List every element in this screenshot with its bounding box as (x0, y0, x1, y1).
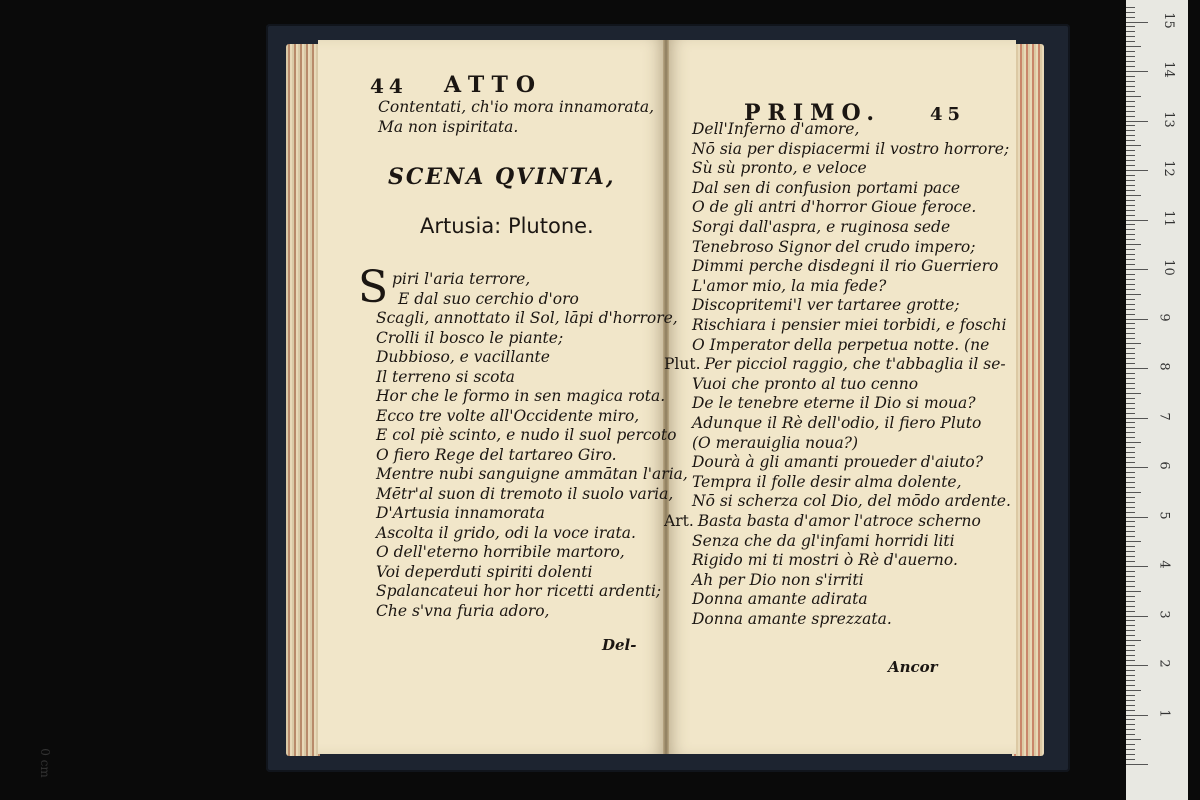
right-verse-line (692, 120, 859, 139)
ruler-tick (1126, 507, 1135, 508)
ruler-tick (1126, 413, 1135, 414)
ruler-tick (1126, 190, 1135, 191)
verse-text: Sù sù pronto, e veloce (692, 159, 867, 178)
ruler-tick (1126, 86, 1135, 87)
ruler-tick (1126, 764, 1148, 765)
ruler-tick (1126, 121, 1148, 122)
ruler-tick (1126, 408, 1135, 409)
verse-text: Rigido mi ti mostri ò Rè d'auerno. (692, 551, 958, 570)
ruler-unit: 0 cm (37, 748, 52, 778)
ruler-tick (1126, 502, 1135, 503)
verse-text: De le tenebre eterne il Dio si moua? (692, 394, 976, 413)
verse-text: Per picciol raggio, che t'abbaglia il se- (704, 355, 1006, 374)
ruler-tick (1126, 744, 1135, 745)
ruler-tick (1126, 566, 1148, 567)
ruler-number: 8 (1156, 362, 1172, 371)
ruler-tick (1126, 220, 1148, 221)
ruler-tick (1126, 596, 1135, 597)
left-page-number: 44 (370, 74, 408, 98)
ruler-tick (1126, 571, 1135, 572)
ruler-tick (1126, 492, 1141, 493)
ruler-tick (1126, 56, 1135, 57)
ruler-tick (1126, 96, 1141, 97)
ruler-tick (1126, 517, 1148, 518)
verse-text: Dimmi perche disdegni il rio Guerriero (692, 257, 999, 276)
ruler-tick (1126, 754, 1135, 755)
ruler-tick (1126, 7, 1135, 8)
left-verse-line: E dal suo cerchio d'oro (398, 289, 579, 308)
ruler-tick (1126, 319, 1148, 320)
ruler-tick (1126, 729, 1135, 730)
ruler-tick (1126, 368, 1148, 369)
ruler-number: 13 (1160, 110, 1176, 128)
verse-text: Ah per Dio non s'irriti (692, 570, 864, 589)
ruler-tick (1126, 432, 1135, 433)
ruler-tick (1126, 541, 1141, 542)
ruler-tick (1126, 31, 1135, 32)
ruler-number: 1 (1156, 708, 1172, 718)
right-verse-line (692, 159, 867, 178)
left-verse-line: O dell'eterno horribile martoro, (376, 543, 625, 561)
ruler-tick (1126, 551, 1135, 552)
right-page-number: 45 (930, 104, 966, 125)
left-verse-line: E col piè scinto, e nudo il suol percoto (376, 426, 677, 444)
left-top-line-2: Ma non ispiritata. (378, 118, 519, 136)
ruler-tick (1126, 269, 1148, 270)
ruler-tick (1126, 685, 1135, 686)
ruler-tick (1126, 388, 1135, 389)
ruler-number: 4 (1156, 560, 1172, 569)
ruler-tick (1126, 472, 1135, 473)
right-verse-line (692, 218, 950, 237)
ruler-tick (1126, 170, 1148, 171)
right-catchword: Ancor (888, 658, 938, 676)
ruler-tick (1126, 264, 1135, 265)
ruler-tick (1126, 591, 1141, 592)
right-verse-line (664, 355, 1006, 374)
ruler-tick (1126, 294, 1141, 295)
ruler-tick (1126, 125, 1135, 126)
ruler-tick (1126, 12, 1135, 13)
left-verse-line: Ecco tre volte all'Occidente miro, (376, 406, 640, 425)
ruler-tick (1126, 576, 1135, 577)
verse-text: Senza che da gl'infami horridi liti (692, 531, 955, 550)
ruler-tick (1126, 249, 1135, 250)
ruler-tick (1126, 427, 1135, 428)
right-verse-line (692, 590, 868, 609)
ruler-number: 6 (1156, 461, 1172, 470)
ruler-tick (1126, 338, 1135, 339)
verse-text: Donna amante sprezzata. (692, 610, 892, 628)
ruler-tick (1126, 348, 1135, 349)
right-verse-line (692, 453, 983, 472)
ruler-tick (1126, 279, 1135, 280)
left-verse-line: D'Artusia innamorata (376, 504, 545, 522)
right-verse-line (692, 375, 918, 394)
ruler-number: 7 (1156, 411, 1172, 421)
ruler-tick (1126, 719, 1135, 720)
ruler-tick (1126, 304, 1135, 305)
ruler-tick (1126, 343, 1141, 344)
ruler-tick (1126, 165, 1135, 166)
ruler-tick (1126, 116, 1135, 117)
ruler-tick (1126, 680, 1135, 681)
ruler-tick (1126, 487, 1135, 488)
verse-text: Rischiara i pensier miei torbidi, e foschi (692, 316, 1007, 334)
left-verse-line: piri l'aria terrore, (392, 270, 531, 288)
ruler-tick (1126, 26, 1135, 27)
page-edges-left (286, 44, 320, 756)
ruler-tick (1126, 309, 1135, 310)
ruler-tick (1126, 353, 1135, 354)
ruler-tick (1126, 422, 1135, 423)
verse-text: Basta basta d'amor l'atroce scherno (697, 512, 981, 530)
verse-text: Vuoi che pronto al tuo cenno (692, 374, 919, 393)
ruler-tick (1126, 640, 1141, 641)
verse-text: Sorgi dall'aspra, e ruginosa sede (692, 218, 951, 236)
ruler-tick (1126, 526, 1135, 527)
right-verse-line (692, 238, 975, 257)
ruler-tick (1126, 180, 1135, 181)
right-verse-line (692, 277, 886, 296)
ruler-tick (1126, 467, 1148, 468)
speaker-label: Art. (664, 512, 694, 530)
ruler-tick (1126, 625, 1135, 626)
ruler-number: 11 (1160, 209, 1176, 227)
ruler-tick (1126, 383, 1135, 384)
ruler-tick (1126, 665, 1148, 666)
right-verse-line (692, 394, 976, 413)
ruler-tick (1126, 536, 1135, 537)
ruler-tick (1126, 200, 1135, 201)
ruler-tick (1126, 398, 1135, 399)
ruler-tick (1126, 616, 1148, 617)
ruler-tick (1126, 101, 1135, 102)
ruler-tick (1126, 521, 1135, 522)
ruler-tick (1126, 61, 1135, 62)
cast-line: Artusia: Plutone. (420, 214, 594, 238)
left-verse-line: Dubbioso, e vacillante (376, 348, 550, 366)
left-verse-line: Crolli il bosco le piante; (376, 328, 564, 347)
ruler-tick (1126, 660, 1135, 661)
left-verse-line: Ascolta il grido, odi la voce irata. (376, 523, 636, 542)
left-verse-line: Spalancateui hor hor ricetti ardenti; (376, 582, 662, 600)
ruler-tick (1126, 442, 1141, 443)
ruler-tick (1126, 333, 1135, 334)
ruler-tick (1126, 239, 1135, 240)
left-catchword: Del- (602, 636, 637, 654)
ruler-tick (1126, 155, 1135, 156)
ruler-tick (1126, 274, 1135, 275)
right-verse-line (692, 532, 955, 551)
ruler-number: 15 (1160, 11, 1176, 29)
ruler-tick (1126, 46, 1141, 47)
ruler-tick (1126, 695, 1135, 696)
ruler-tick (1126, 195, 1141, 196)
ruler-tick (1126, 477, 1135, 478)
ruler-tick (1126, 205, 1135, 206)
ruler-tick (1126, 447, 1135, 448)
ruler-tick (1126, 393, 1141, 394)
verse-text: O de gli antri d'horror Gioue feroce. (692, 198, 977, 217)
ruler-tick (1126, 655, 1135, 656)
ruler-tick (1126, 739, 1141, 740)
ruler-tick (1126, 546, 1135, 547)
ruler-tick (1126, 76, 1135, 77)
ruler-tick (1126, 675, 1135, 676)
left-verse-line: Hor che le formo in sen magica rota. (376, 387, 666, 405)
ruler-tick (1126, 160, 1135, 161)
ruler-tick (1126, 66, 1135, 67)
right-verse-line (692, 257, 998, 276)
ruler-tick (1126, 497, 1135, 498)
ruler-tick (1126, 556, 1135, 557)
ruler-tick (1126, 705, 1135, 706)
ruler-tick (1126, 482, 1135, 483)
verse-text: (O merauiglia noua?) (692, 433, 859, 452)
ruler-tick (1126, 373, 1135, 374)
ruler-tick (1126, 512, 1135, 513)
ruler-tick (1126, 418, 1148, 419)
ruler-tick (1126, 175, 1135, 176)
ruler-tick (1126, 531, 1135, 532)
ruler-tick (1126, 150, 1135, 151)
ruler-tick (1126, 299, 1135, 300)
ruler-number: 14 (1160, 61, 1176, 78)
left-verse-line: Il terreno si scota (376, 367, 515, 386)
ruler-number: 9 (1156, 312, 1172, 322)
ruler-tick (1126, 81, 1135, 82)
verse-text: Dal sen di confusion portami pace (692, 178, 960, 197)
right-verse-line (692, 414, 981, 433)
ruler-tick (1126, 111, 1135, 112)
ruler-tick (1126, 17, 1135, 18)
ruler-tick (1126, 51, 1135, 52)
right-verse-line (692, 492, 1011, 511)
ruler-tick (1126, 22, 1148, 23)
verse-text: Nō si scherza col Dio, del mōdo ardente. (692, 492, 1011, 511)
ruler-tick (1126, 135, 1135, 136)
ruler-tick (1126, 145, 1141, 146)
left-top-line-1: Contentati, ch'io mora innamorata, (378, 98, 655, 116)
ruler-tick (1126, 41, 1135, 42)
ruler-tick (1126, 749, 1135, 750)
ruler-tick (1126, 210, 1135, 211)
page-edges-right (1012, 44, 1044, 756)
drop-cap: S (358, 262, 389, 313)
ruler-tick (1126, 630, 1135, 631)
verse-text: Dell'Inferno d'amore, (692, 120, 860, 138)
ruler-tick (1126, 690, 1141, 691)
right-verse-line (692, 336, 989, 355)
verse-text: Dourà à gli amanti proueder d'aiuto? (692, 453, 984, 472)
verse-text: Nō sia per dispiacermi il vostro horrore; (692, 139, 1010, 158)
ruler-tick (1126, 561, 1135, 562)
ruler-tick (1126, 601, 1135, 602)
ruler-tick (1126, 363, 1135, 364)
ruler-tick (1126, 323, 1135, 324)
ruler-tick (1126, 710, 1135, 711)
ruler-tick (1126, 130, 1135, 131)
ruler-tick (1126, 284, 1135, 285)
left-verse-line: Mētr'al suon di tremoto il suolo varia, (376, 484, 674, 503)
ruler-number: 2 (1156, 659, 1172, 668)
ruler-tick (1126, 36, 1135, 37)
ruler-number: 12 (1160, 160, 1176, 177)
right-verse-line (692, 473, 962, 492)
right-verse-line (692, 296, 960, 315)
ruler-tick (1126, 185, 1135, 186)
ruler-tick (1126, 358, 1135, 359)
ruler-tick (1126, 328, 1135, 329)
ruler-tick (1126, 759, 1135, 760)
ruler-tick (1126, 437, 1135, 438)
right-verse-line (692, 434, 858, 453)
ruler-tick (1126, 715, 1148, 716)
left-verse-line: Mentre nubi sanguigne ammātan l'aria, (376, 465, 688, 483)
ruler-tick (1126, 229, 1135, 230)
ruler-tick (1126, 581, 1135, 582)
ruler-tick (1126, 700, 1135, 701)
ruler-tick (1126, 259, 1135, 260)
verse-text: Donna amante adirata (692, 590, 868, 609)
verse-text: Discopritemi'l ver tartaree grotte; (692, 296, 960, 315)
ruler-number: 10 (1160, 259, 1176, 276)
ruler-tick (1126, 289, 1135, 290)
verse-text: O Imperator della perpetua notte. (ne (692, 335, 990, 354)
ruler-tick (1126, 620, 1135, 621)
ruler-tick (1126, 635, 1135, 636)
ruler-tick (1126, 140, 1135, 141)
ruler-tick (1126, 606, 1135, 607)
right-verse-line (692, 551, 958, 570)
ruler-tick (1126, 670, 1135, 671)
ruler-tick (1126, 645, 1135, 646)
right-verse-line (692, 179, 960, 198)
ruler-tick (1126, 734, 1135, 735)
right-verse-line (692, 610, 892, 629)
ruler-tick (1126, 234, 1135, 235)
ruler-tick (1126, 314, 1135, 315)
verse-text: Adunque il Rè dell'odio, il fiero Pluto (692, 414, 982, 432)
left-verse-line: Che s'vna furia adoro, (376, 601, 550, 620)
verse-text: Tempra il folle desir alma dolente, (692, 472, 962, 491)
right-verse-line (692, 198, 976, 217)
speaker-label: Plut. (664, 355, 701, 374)
ruler-tick (1126, 224, 1135, 225)
ruler-number: 3 (1156, 609, 1172, 619)
right-verse-line (692, 571, 864, 590)
scene-title: SCENA QVINTA, (388, 164, 616, 190)
left-verse-line: Voi deperduti spiriti dolenti (376, 562, 593, 581)
ruler-tick (1126, 91, 1135, 92)
left-verse-line: O fiero Rege del tartareo Giro. (376, 445, 617, 464)
ruler-tick (1126, 457, 1135, 458)
ruler-tick (1126, 403, 1135, 404)
ruler-tick (1126, 106, 1135, 107)
ruler-tick (1126, 586, 1135, 587)
left-verse-line: Scagli, annottato il Sol, lāpi d'horrore, (376, 309, 678, 327)
ruler-tick (1126, 215, 1135, 216)
right-verse-line (664, 512, 981, 531)
right-running-head: PRIMO. (744, 100, 882, 126)
ruler-tick (1126, 254, 1135, 255)
right-verse-line (692, 316, 1006, 335)
ruler-tick (1126, 452, 1135, 453)
left-running-head: ATTO (444, 72, 543, 98)
ruler-tick (1126, 244, 1141, 245)
ruler-tick (1126, 650, 1135, 651)
verse-text: Tenebroso Signor del crudo impero; (692, 237, 976, 256)
ruler-number: 5 (1156, 510, 1172, 520)
ruler-tick (1126, 611, 1135, 612)
ruler-tick (1126, 724, 1135, 725)
ruler-tick (1126, 378, 1135, 379)
right-verse-line (692, 140, 1009, 159)
verse-text: L'amor mio, la mia fede? (692, 276, 887, 295)
ruler-tick (1126, 71, 1148, 72)
ruler-tick (1126, 462, 1135, 463)
